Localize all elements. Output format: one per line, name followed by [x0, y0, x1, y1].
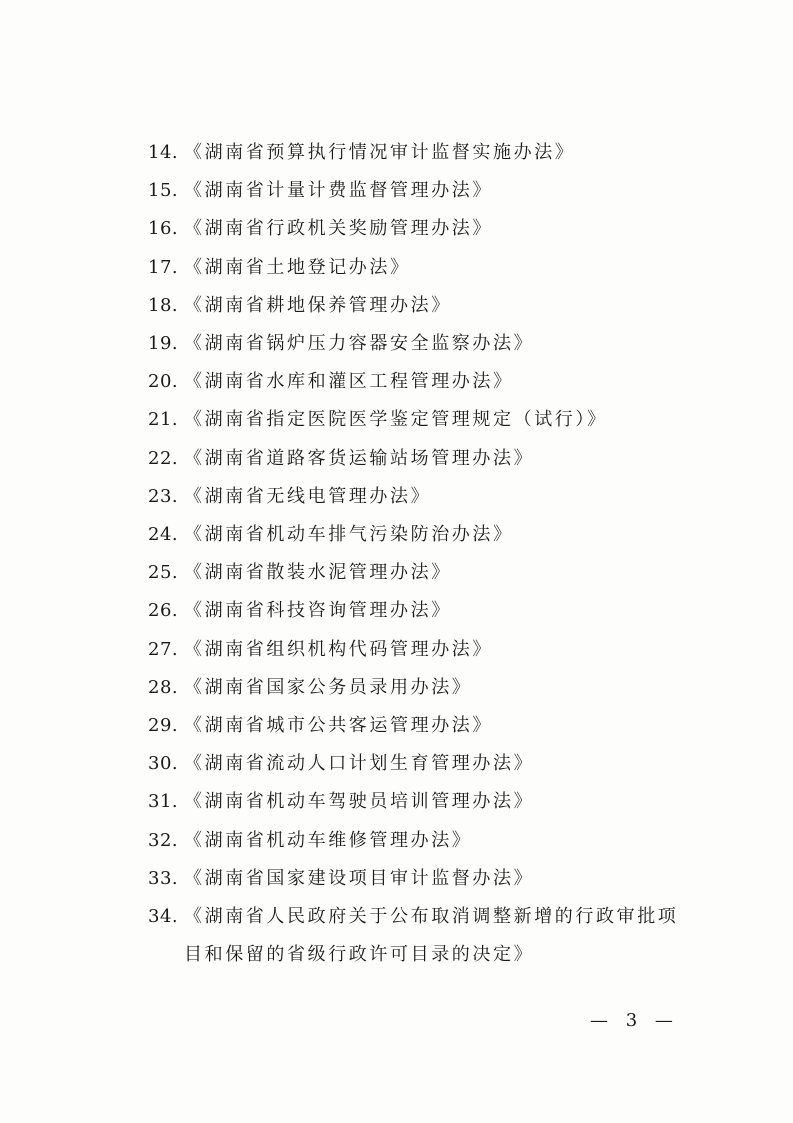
item-title: 《湖南省指定医院医学鉴定管理规定（试行）》	[184, 409, 608, 431]
list-item	[148, 898, 708, 974]
item-number: 26.	[148, 600, 179, 622]
list-item	[148, 287, 708, 325]
item-title: 《湖南省机动车驾驶员培训管理办法》	[184, 791, 535, 813]
list-item	[148, 516, 708, 554]
list-item	[148, 707, 708, 745]
item-number: 31.	[148, 791, 179, 813]
list-item	[148, 363, 708, 401]
regulation-list	[148, 134, 708, 974]
list-item	[148, 325, 708, 363]
item-number: 17.	[148, 256, 179, 278]
item-number: 25.	[148, 562, 179, 584]
item-number: 19.	[148, 333, 179, 355]
item-title: 《湖南省组织机构代码管理办法》	[184, 638, 493, 660]
item-title: 《湖南省土地登记办法》	[184, 256, 411, 278]
list-item	[148, 554, 708, 592]
item-number: 24.	[148, 524, 179, 546]
list-item	[148, 592, 708, 630]
item-title: 《湖南省行政机关奖励管理办法》	[184, 218, 493, 240]
item-title: 《湖南省水库和灌区工程管理办法》	[184, 371, 514, 393]
item-number: 16.	[148, 218, 179, 240]
list-item	[148, 210, 708, 248]
item-title: 《湖南省散装水泥管理办法》	[184, 562, 452, 584]
item-title: 《湖南省流动人口计划生育管理办法》	[184, 753, 535, 775]
item-number: 15.	[148, 180, 179, 202]
item-number: 30.	[148, 753, 179, 775]
item-title: 《湖南省机动车排气污染防治办法》	[184, 524, 514, 546]
list-item	[148, 631, 708, 669]
item-title: 《湖南省预算执行情况审计监督实施办法》	[184, 142, 576, 163]
item-number: 18.	[148, 294, 179, 316]
item-number: 32.	[148, 829, 179, 851]
list-item	[148, 783, 708, 821]
list-item	[148, 172, 708, 210]
item-title: 《湖南省机动车维修管理办法》	[184, 829, 473, 851]
item-number: 23.	[148, 485, 179, 507]
list-item	[148, 745, 708, 783]
item-number: 29.	[148, 715, 179, 737]
item-title: 《湖南省无线电管理办法》	[184, 485, 432, 507]
item-number: 28.	[148, 676, 179, 698]
item-title: 《湖南省城市公共客运管理办法》	[184, 715, 493, 737]
list-item	[148, 134, 708, 172]
list-item	[148, 249, 708, 287]
item-title: 《湖南省道路客货运输站场管理办法》	[184, 447, 535, 469]
page-number: — 3 —	[590, 1010, 679, 1031]
item-number: 21.	[148, 409, 179, 431]
list-item	[148, 860, 708, 898]
item-number: 27.	[148, 638, 179, 660]
list-item	[148, 669, 708, 707]
item-number: 14.	[148, 142, 179, 163]
item-title: 《湖南省国家建设项目审计监督办法》	[184, 867, 535, 889]
list-item	[148, 822, 708, 860]
item-title: 《湖南省国家公务员录用办法》	[184, 676, 473, 698]
item-title: 《湖南省人民政府关于公布取消调整新增的行政审批项目和保留的省级行政许可目录的决定》	[184, 906, 679, 966]
item-number: 22.	[148, 447, 179, 469]
list-item	[148, 478, 708, 516]
list-item	[148, 440, 708, 478]
item-number: 34.	[148, 906, 179, 928]
item-title: 《湖南省锅炉压力容器安全监察办法》	[184, 333, 535, 355]
item-number: 33.	[148, 867, 179, 889]
item-title: 《湖南省耕地保养管理办法》	[184, 294, 452, 316]
item-title: 《湖南省科技咨询管理办法》	[184, 600, 452, 622]
item-number: 20.	[148, 371, 179, 393]
item-title: 《湖南省计量计费监督管理办法》	[184, 180, 493, 202]
list-item	[148, 401, 708, 439]
